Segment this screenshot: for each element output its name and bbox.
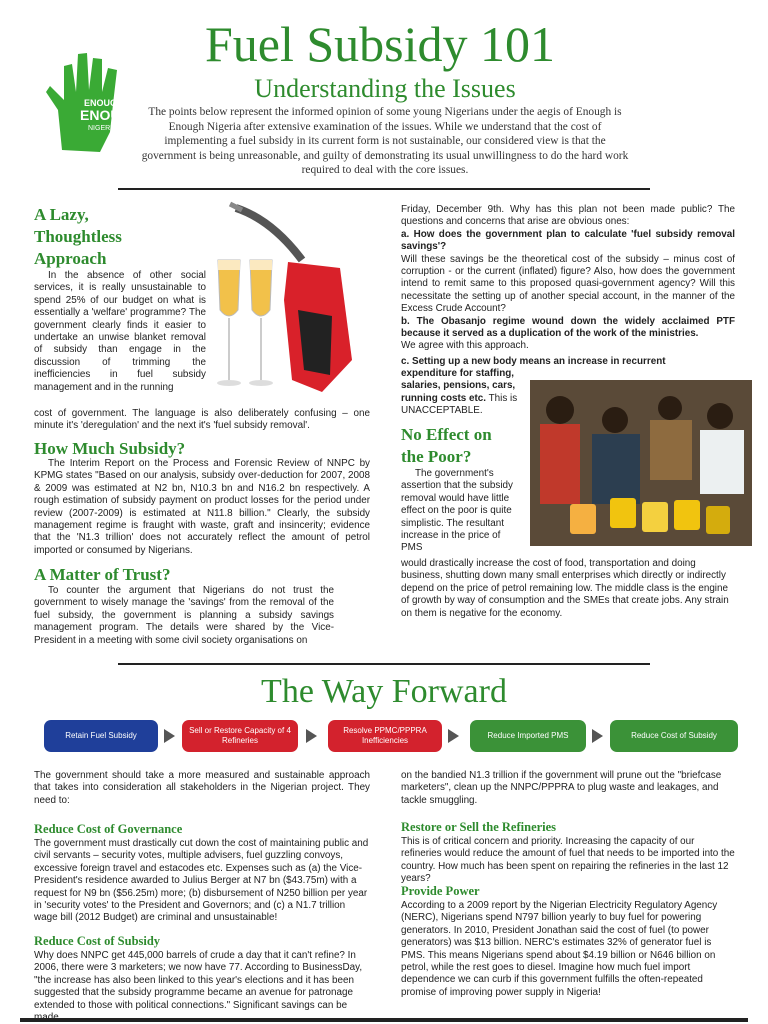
heading-reduce-cost-governance: Reduce Cost of Governance	[34, 822, 183, 836]
heading-lazy-line1: A Lazy,	[34, 205, 89, 224]
svg-text:ENOUGH: ENOUGH	[80, 107, 140, 123]
process-flow	[44, 720, 744, 754]
svg-text:ENOUGH IS: ENOUGH IS	[84, 98, 135, 108]
heading-no-effect-line2: the Poor?	[401, 447, 472, 466]
middle-divider	[118, 663, 650, 665]
fuel-queue-photo	[530, 380, 752, 546]
page-title: Fuel Subsidy 101	[204, 16, 556, 72]
heading-matter-of-trust: A Matter of Trust?	[34, 565, 171, 584]
step-restore-refineries: Sell or Restore Capacity of 4 Refineries	[182, 720, 298, 752]
arrow-icon	[592, 729, 603, 743]
arrow-icon	[448, 729, 459, 743]
champagne-fuel-pump-image	[212, 200, 362, 400]
heading-provide-power: Provide Power	[401, 884, 480, 898]
arrow-icon	[164, 729, 175, 743]
heading-no-effect-on-poor	[401, 424, 531, 468]
answer-b: We agree with this approach.	[401, 340, 529, 352]
lazy-paragraph-2: cost of government. The language is also deliberately confusing – one minute it's 'deregulation' and the next it's 'fuel subsidy removal'.	[34, 408, 370, 432]
lazy-paragraph-1: In the absence of other social services, it is really unsustainable to spend 25% of our budget on what is essentially a 'welfare' programme? The government clearly finds it easier to undertake an unwise blanket removal of subsidy than engage in the discussion of trimming the inefficiencies in fuel subsidy management and in the running	[34, 270, 206, 393]
reduce-subsidy-paragraph: Why does NNPC get 445,000 barrels of crude a day that it can't refine? In 2006, there were 3 marketers; we now have 77. According to BusinessDay, "the increase has also been linked to this year's elections and it has been suggested that the subsidy programme became an avenue for patronage extended to those with political connections." Significant savings can be	[34, 950, 363, 1011]
way-forward-intro: The government should take a more measured and sustainable approach that takes into consideration all stakeholders in the Nigerian project. They need to:	[34, 770, 370, 806]
step-reduce-imported-pms: Reduce Imported PMS	[470, 720, 586, 752]
page-subtitle: Understanding the Issues	[254, 74, 516, 103]
how-much-paragraph: The Interim Report on the Process and Forensic Review of NNPC by KPMG states "Based on our analysis, subsidy over-deduction for 2007, 2008 & 2009 was estimated at N2 bn, N10.3 bn and N16.2 bn respectively. A rough estimation of subsidy payment on product losses for the period under review (2007-2009) is estimated at N11.8 billion." Clearly, the subsidy management regime is fraught with waste, graft and insincerity; evidence that the 'N1.3 trillion' does not accurately reflect the amount of petrol imported or consumed by Nigerians.	[34, 458, 370, 556]
reduce-subsidy-continued: on the bandied N1.3 trillion if the government will prune out the "briefcase marketers", clean up the NNPC/PPPRA to plug waste and leakages, and tackle smuggling.	[401, 770, 722, 806]
svg-text:NIGERIA: NIGERIA	[88, 125, 117, 132]
step-resolve-ppmc-pppra: Resolve PPMC/PPPRA Inefficiencies	[328, 720, 442, 752]
heading-reduce-cost-subsidy: Reduce Cost of Subsidy	[34, 934, 161, 948]
step-reduce-cost-of-subsidy: Reduce Cost of Subsidy	[610, 720, 738, 752]
heading-lazy-line3: Approach	[34, 249, 107, 268]
bottom-border	[20, 1018, 748, 1022]
question-b: b. The Obasanjo regime wound down the widely acclaimed PTF because it served as a duplication of the work of the ministries.	[401, 315, 735, 340]
arrow-icon	[306, 729, 317, 743]
enough-is-enough-logo	[40, 40, 140, 160]
refineries-paragraph: This is of critical concern and priority. Increasing the capacity of our refineries would reduce the amount of fuel that needs to be imported into the country. How much has been spent on repairing the refineries in the last 12 years?	[401, 836, 735, 885]
step-retain-fuel-subsidy: Retain Fuel Subsidy	[44, 720, 158, 752]
heading-how-much-subsidy: How Much Subsidy?	[34, 439, 186, 458]
heading-lazy-approach	[34, 204, 204, 270]
way-forward-heading: The Way Forward	[261, 673, 507, 710]
intro-paragraph: The points below represent the informed opinion of some young Nigerians under the aegis of Enough is Enough Nigeria after extensive examination of the issues. While we understand that the cost of implementing a fuel subsidy in its current form is not sustainable, our considered view is that the government is being unreasonable, and guilty of demonstrating its usual unwillingness to do the hard work required to deal with the core issues.	[141, 106, 629, 177]
heading-restore-refineries: Restore or Sell the Refineries	[401, 820, 557, 834]
no-effect-paragraph-2: would drastically increase the cost of food, transportation and doing business, shutting down many small enterprises which directly or indirectly depend on the price of petrol remaining low. The middle class is the engine of growth by way of consumption and the SMEs that create jobs. Any strain on them is negative for the economy.	[401, 558, 729, 619]
right-column-text	[401, 204, 735, 353]
top-divider	[118, 188, 650, 190]
question-c: c. Setting up a new body means an increase in recurrent	[401, 356, 666, 367]
question-c-continued: expenditure for staffing, salaries, pensions, cars, running costs etc. This is UNACCEPTABLE.	[401, 368, 518, 417]
governance-paragraph: The government must drastically cut down the cost of maintaining public and civil servants – security votes, multiple advisers, fuel guzzling convoys, excessive foreign travel and estacodes etc. Expenses such as (a) the Vice-President's residence awarded to Julius Berger at N7 bn ($43.75m) with a request for N9 bn ($56.25m) more; (b) disbursement of N250 billion per year in 'security votes' to the President and Governors; and (c) a N1.7 trillion wage bill (2012 Budget) are criminal and unsustainable!	[34, 838, 369, 924]
heading-lazy-line2: Thoughtless	[34, 227, 122, 246]
heading-no-effect-line1: No Effect on	[401, 425, 492, 444]
question-a: a. How does the government plan to calculate 'fuel subsidy removal savings'?	[401, 228, 735, 253]
trust-paragraph: To counter the argument that Nigerians do not trust the government to wisely manage the 'savings' from the removal of the fuel subsidy, the government is planning a subsidy savings management program. The details were shared by the Vice-President in a meeting with some civil society organisations on	[34, 585, 334, 646]
plan-paragraph: Friday, December 9th. Why has this plan not been made public? The questions and concerns that arise are obvious ones:	[401, 204, 735, 228]
answer-a: Will these savings be the theoretical cost of the subsidy – minus cost of corruption - or the current (inflated) figure? Also, how does the government intend to remit same to this proposed quasi-government agency? Will this necessitate the setting up of another special account, in the manner of the Excess Crude Account?	[401, 253, 735, 315]
power-paragraph: According to a 2009 report by the Nigerian Electricity Regulatory Agency (NERC), Nigerians spend N797 billion yearly to buy fuel for powering generators. In 2010, President Jonathan said the cost of fuel (to power generators) was $13 billion. NERC's estimates 32% of generator fuel is PMS. This means Nigerians spend about $4.19 billion or N646 billion on petrol, while the rest goes to diesel. Imagine how much fuel import dependence we can curb if this government fulfills the often-repeated promise of improving power supply in Nigeria!	[401, 900, 718, 998]
no-effect-paragraph-1: The government's assertion that the subsidy removal would have little effect on the poor is quite simplistic. The resultant increase in the price of PMS	[401, 468, 513, 554]
